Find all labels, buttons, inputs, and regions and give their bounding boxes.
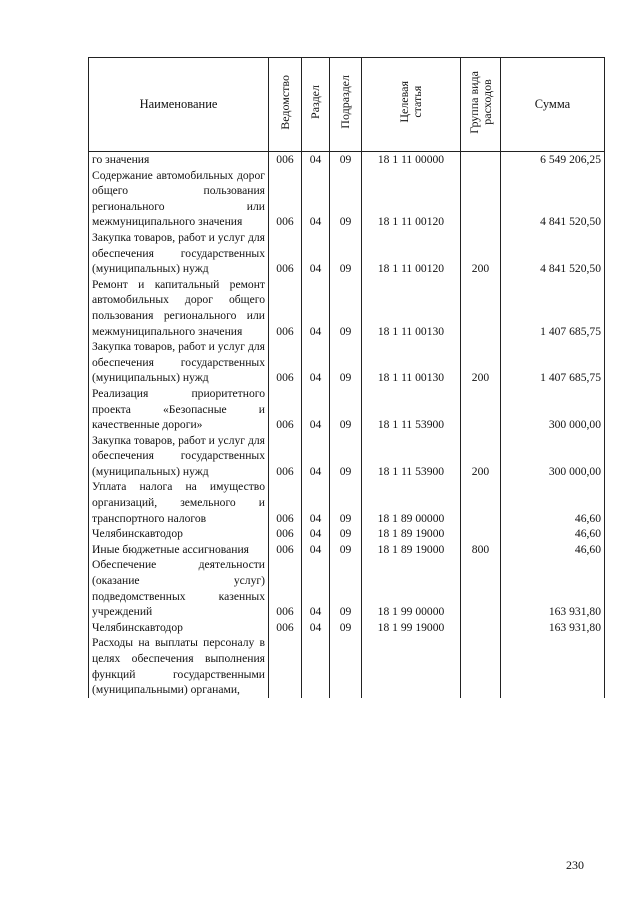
row-razdel: 04: [302, 526, 330, 542]
row-razdel: [302, 635, 330, 697]
row-ved: 006: [269, 277, 302, 339]
row-name: Расходы на выплаты персоналу в целях обеспечения выполнения функций государственными (муниципальными) органами,: [89, 635, 269, 697]
row-podrazdel: 09: [330, 620, 362, 636]
row-name: Уплата налога на имущество организаций, земельного и транспортного налогов: [89, 479, 269, 526]
row-summa: 46,60: [501, 479, 605, 526]
row-ved: 006: [269, 230, 302, 277]
row-ved: 006: [269, 620, 302, 636]
row-razdel: 04: [302, 277, 330, 339]
row-name: Челябинскавтодор: [89, 620, 269, 636]
table-header-row: [89, 58, 605, 152]
row-gruppa: [461, 620, 501, 636]
row-celevaya: 18 1 99 00000: [362, 557, 461, 619]
table-row: [89, 620, 605, 636]
row-summa: 163 931,80: [501, 557, 605, 619]
row-podrazdel: 09: [330, 386, 362, 433]
row-name: Челябинскавтодор: [89, 526, 269, 542]
row-podrazdel: 09: [330, 230, 362, 277]
table-row: [89, 152, 605, 168]
row-ved: 006: [269, 386, 302, 433]
row-name: Иные бюджетные ассигнования: [89, 542, 269, 558]
header-ved: Ведомство: [269, 58, 302, 152]
row-celevaya: 18 1 11 00120: [362, 168, 461, 230]
row-name: Ремонт и капитальный ремонт автомобильных дорог общего пользования регионального или межмуниципального значения: [89, 277, 269, 339]
row-summa: 6 549 206,25: [501, 152, 605, 168]
row-gruppa: [461, 386, 501, 433]
row-name: Содержание автомобильных дорог общего пользования регионального или межмуниципального значения: [89, 168, 269, 230]
header-summa: Сумма: [501, 58, 605, 152]
header-podrazdel: Подраздел: [330, 58, 362, 152]
row-ved: 006: [269, 479, 302, 526]
row-summa: 4 841 520,50: [501, 168, 605, 230]
row-celevaya: [362, 635, 461, 697]
row-celevaya: 18 1 89 19000: [362, 542, 461, 558]
row-razdel: 04: [302, 386, 330, 433]
row-celevaya: 18 1 11 00130: [362, 277, 461, 339]
row-razdel: 04: [302, 557, 330, 619]
row-name: го значения: [89, 152, 269, 168]
table-row: [89, 230, 605, 277]
table-row: [89, 168, 605, 230]
row-razdel: 04: [302, 433, 330, 480]
table-row: [89, 526, 605, 542]
row-gruppa: 800: [461, 542, 501, 558]
row-ved: 006: [269, 526, 302, 542]
row-celevaya: 18 1 11 53900: [362, 433, 461, 480]
row-ved: 006: [269, 168, 302, 230]
row-celevaya: 18 1 11 00130: [362, 339, 461, 386]
row-gruppa: [461, 277, 501, 339]
row-summa: 1 407 685,75: [501, 339, 605, 386]
row-gruppa: [461, 168, 501, 230]
row-name: Закупка товаров, работ и услуг для обеспечения государственных (муниципальных) нужд: [89, 433, 269, 480]
row-razdel: 04: [302, 542, 330, 558]
row-summa: [501, 635, 605, 697]
row-podrazdel: 09: [330, 168, 362, 230]
row-podrazdel: 09: [330, 479, 362, 526]
row-summa: 46,60: [501, 526, 605, 542]
row-ved: 006: [269, 433, 302, 480]
table-row: [89, 433, 605, 480]
row-razdel: 04: [302, 479, 330, 526]
header-name: Наименование: [89, 58, 269, 152]
row-name: Закупка товаров, работ и услуг для обеспечения государственных (муниципальных) нужд: [89, 339, 269, 386]
row-summa: 4 841 520,50: [501, 230, 605, 277]
row-gruppa: 200: [461, 433, 501, 480]
row-razdel: 04: [302, 168, 330, 230]
table-row: [89, 386, 605, 433]
row-name: Обеспечение деятельности (оказание услуг) подведомственных казенных учреждений: [89, 557, 269, 619]
table-row: [89, 277, 605, 339]
row-podrazdel: 09: [330, 542, 362, 558]
row-celevaya: 18 1 89 19000: [362, 526, 461, 542]
row-podrazdel: [330, 635, 362, 697]
header-celevaya: Целевая статья: [362, 58, 461, 152]
row-celevaya: 18 1 11 00120: [362, 230, 461, 277]
row-ved: [269, 635, 302, 697]
row-podrazdel: 09: [330, 433, 362, 480]
row-celevaya: 18 1 11 00000: [362, 152, 461, 168]
row-gruppa: [461, 479, 501, 526]
row-name: Реализация приоритетного проекта «Безопасные и качественные дороги»: [89, 386, 269, 433]
row-celevaya: 18 1 11 53900: [362, 386, 461, 433]
row-razdel: 04: [302, 230, 330, 277]
page-number: 230: [566, 858, 584, 872]
row-summa: 300 000,00: [501, 386, 605, 433]
row-podrazdel: 09: [330, 557, 362, 619]
budget-table: [88, 57, 605, 698]
table-row: [89, 339, 605, 386]
row-celevaya: 18 1 99 19000: [362, 620, 461, 636]
row-razdel: 04: [302, 620, 330, 636]
table-row: [89, 542, 605, 558]
table-row: [89, 479, 605, 526]
row-ved: 006: [269, 542, 302, 558]
row-summa: 46,60: [501, 542, 605, 558]
row-razdel: 04: [302, 339, 330, 386]
row-celevaya: 18 1 89 00000: [362, 479, 461, 526]
row-podrazdel: 09: [330, 152, 362, 168]
row-summa: 300 000,00: [501, 433, 605, 480]
row-gruppa: [461, 152, 501, 168]
table-row: [89, 557, 605, 619]
row-summa: 1 407 685,75: [501, 277, 605, 339]
row-podrazdel: 09: [330, 339, 362, 386]
row-ved: 006: [269, 339, 302, 386]
row-gruppa: 200: [461, 339, 501, 386]
row-gruppa: [461, 526, 501, 542]
row-ved: 006: [269, 557, 302, 619]
row-podrazdel: 09: [330, 526, 362, 542]
row-summa: 163 931,80: [501, 620, 605, 636]
row-gruppa: 200: [461, 230, 501, 277]
row-razdel: 04: [302, 152, 330, 168]
header-razdel: Раздел: [302, 58, 330, 152]
table-row: [89, 635, 605, 697]
table-body: [89, 152, 605, 698]
row-gruppa: [461, 635, 501, 697]
row-podrazdel: 09: [330, 277, 362, 339]
row-name: Закупка товаров, работ и услуг для обеспечения государственных (муниципальных) нужд: [89, 230, 269, 277]
row-gruppa: [461, 557, 501, 619]
header-gruppa: Группа вида расходов: [461, 58, 501, 152]
row-ved: 006: [269, 152, 302, 168]
